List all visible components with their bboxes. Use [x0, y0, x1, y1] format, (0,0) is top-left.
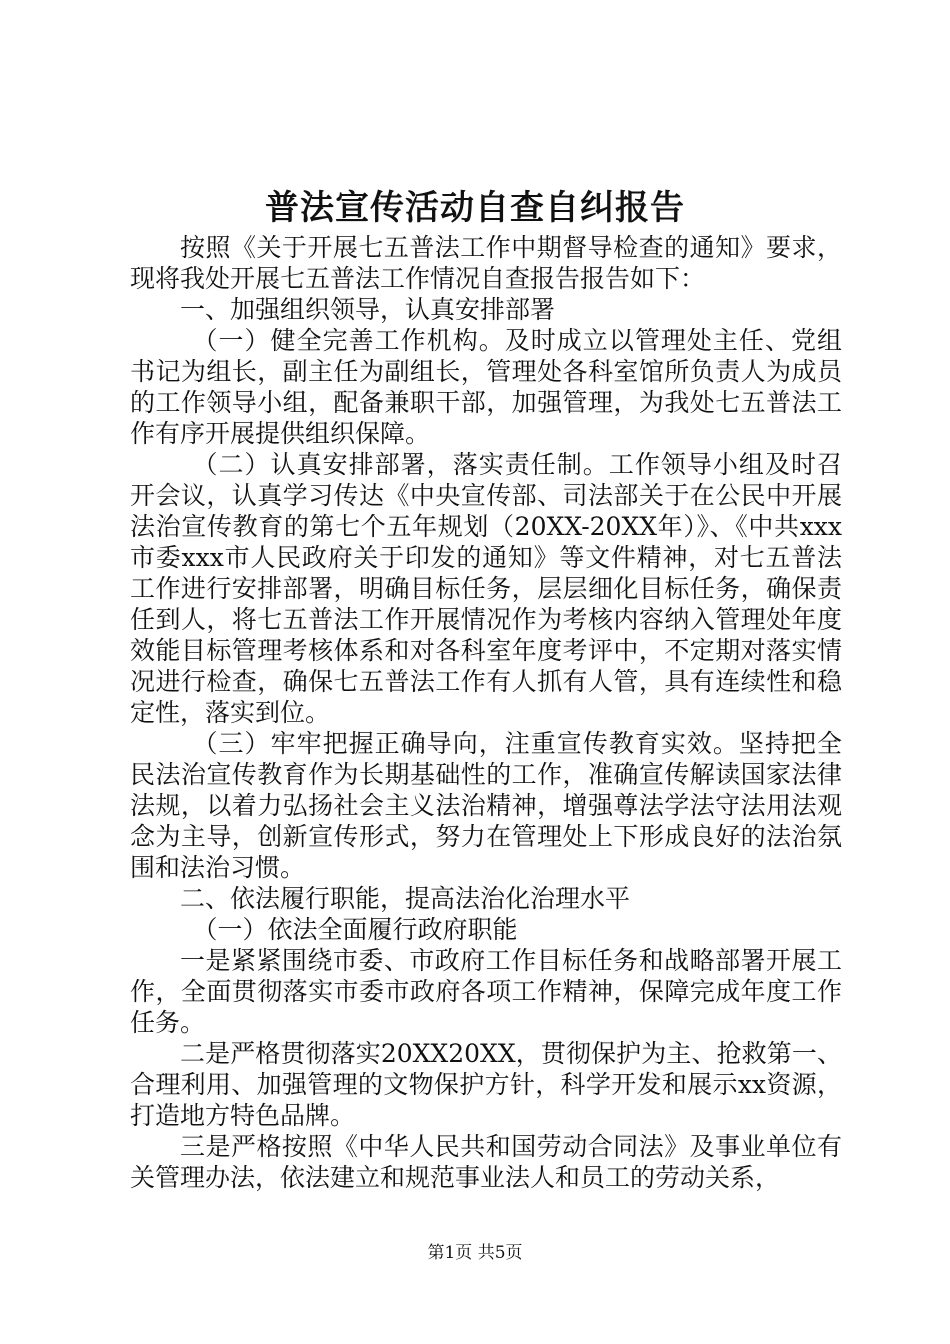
paragraph-section-1-3: （三）牢牢把握正确导向，注重宣传教育实效。坚持把全民法治宣传教育作为长期基础性的工作，准确宣传解读国家法律法规，以着力弘扬社会主义法治精神，增强尊法学法守法用法观念为主导，创新宣传形式，努力在管理处上下形成良好的法治氛围和法治习惯。 — [130, 729, 842, 882]
paragraph-intro: 按照《关于开展七五普法工作中期督导检查的通知》要求，现将我处开展七五普法工作情况自查报告报告如下： — [130, 233, 842, 293]
document-body — [130, 232, 842, 1193]
heading-section-1: 一、加强组织领导，认真安排部署 — [180, 295, 556, 324]
paragraph-item-1: 一是紧紧围绕市委、市政府工作目标任务和战略部署开展工作，全面贯彻落实市委市政府各项工作精神，保障完成年度工作任务。 — [130, 946, 842, 1037]
heading-section-2-1: （一）依法全面履行政府职能 — [192, 915, 518, 944]
paragraph-section-1-1: （一）健全完善工作机构。及时成立以管理处主任、党组书记为组长，副主任为副组长，管理处各科室馆所负责人为成员的工作领导小组，配备兼职干部，加强管理，为我处七五普法工作有序开展提供组织保障。 — [130, 326, 842, 448]
page-footer: 第1页 共5页 — [427, 1243, 523, 1263]
paragraph-item-3: 三是严格按照《中华人民共和国劳动合同法》及事业单位有关管理办法，依法建立和规范事业法人和员工的劳动关系， — [130, 1132, 842, 1192]
heading-section-2: 二、依法履行职能，提高法治化治理水平 — [180, 884, 631, 913]
document-title: 普法宣传活动自查自纠报告 — [265, 188, 685, 228]
paragraph-item-2: 二是严格贯彻落实20XX20XX，贯彻保护为主、抢救第一、合理利用、加强管理的文物保护方针，科学开发和展示xx资源，打造地方特色品牌。 — [130, 1039, 842, 1130]
paragraph-section-1-2: （二）认真安排部署，落实责任制。工作领导小组及时召开会议，认真学习传达《中央宣传部、司法部关于在公民中开展法治宣传教育的第七个五年规划（20XX-20XX年）》、《中共xxx市委xxx市人民政府关于印发的通知》等文件精神，对七五普法工作进行安排部署，明确目标任务，层层细化目标任务，确保责任到人，将七五普法工作开展情况作为考核内容纳入管理处年度效能目标管理考核体系和对各科室年度考评中，不定期对落实情况进行检查，确保七五普法工作有人抓有人管，具有连续性和稳定性，落实到位。 — [130, 450, 842, 727]
